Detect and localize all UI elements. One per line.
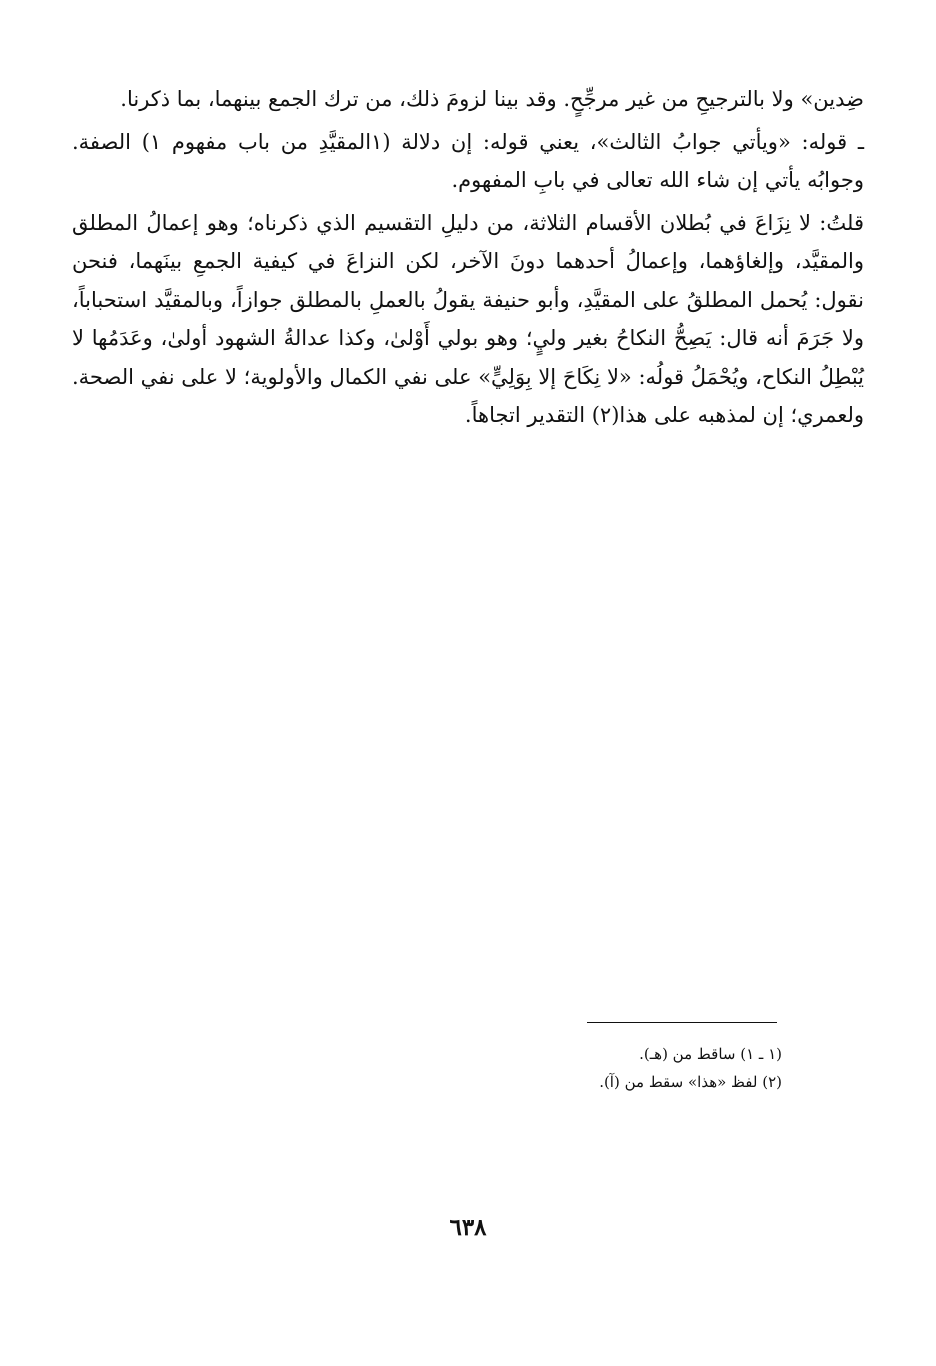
paragraph-3: قلتُ: لا نِزَاعَ في بُطلان الأقسام الثلاثة، من دليلِ التقسيم الذي ذكرناه؛ وهو إعمالُ المطلق والمقيَّد، وإلغاؤهما، وإعمالُ أحدهما دونَ الآخر، لكن النزاعَ في كيفية الجمعِ بينَهما، فنحن نقول: يُحمل المطلقُ على المقيَّدِ، وأبو حنيفة يقولُ بالعملِ بالمطلق جوازاً، وبالمقيَّد استحباباً، ولا جَرَمَ أنه قال: يَصِحُّ النكاحُ بغير وليٍ؛ وهو بولي أَوْلىٰ، وكذا عدالةُ الشهود أولىٰ، وعَدَمُها لا يُبْطِلُ النكاح، ويُحْمَلُ قولُه: «لا نِكَاحَ إلا بِوَلِيٍّ» على نفي الكمال والأولوية؛ لا على نفي الصحة. ولعمري؛ إن لمذهبه على هذا(٢) التقدير اتجاهاً. <box>72 210 864 427</box>
footnote-divider <box>587 1022 777 1023</box>
footnote-1: (١ ـ ١) ساقط من (هـ). <box>639 1045 782 1063</box>
paragraph-2: ـ قوله: «ويأتي جوابُ الثالث»، يعني قوله: إن دلالة (١المقيَّدِ من باب مفهوم ١) الصفة. وجوابُه يأتي إن شاء الله تعالى في بابِ المفهوم. <box>72 129 864 192</box>
main-text <box>72 80 864 435</box>
footnote-2: (٢) لفظ «هذا» سقط من (آ). <box>599 1073 782 1091</box>
page-number: ٦٣٨ <box>449 1214 487 1241</box>
paragraph-1: ضِدين» ولا بالترجيحِ من غير مرجِّحٍ. وقد بينا لزومَ ذلك، من ترك الجمع بينهما، بما ذكرنا. <box>120 87 864 111</box>
footnotes <box>420 1040 782 1096</box>
